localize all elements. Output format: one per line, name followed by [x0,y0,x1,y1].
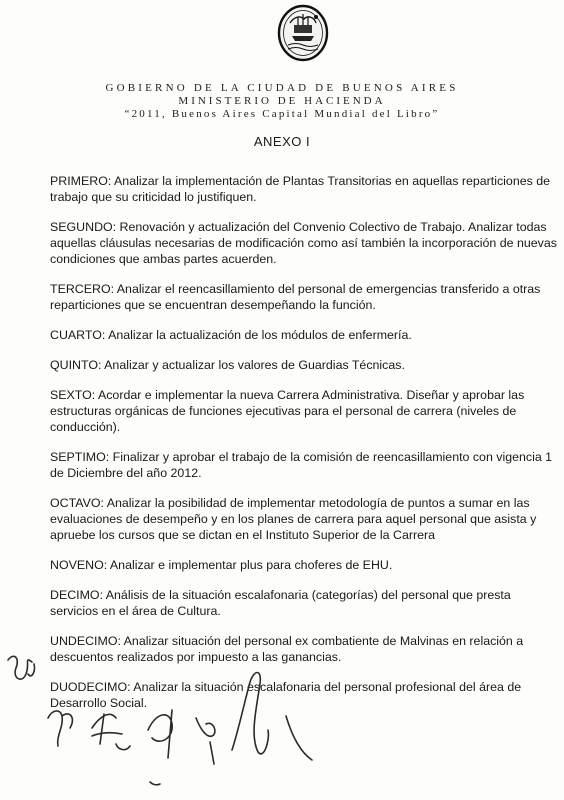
clause-item [50,587,562,619]
clause-text: Renovación y actualización del Convenio Colectivo de Trabajo. Analizar todas aquellas cláusulas necesarias de modificación como así también la incorporación de nuevas condiciones que ambas partes acuerden. [50,220,557,266]
clause-text: Analizar y actualizar los valores de Guardias Técnicas. [101,358,405,372]
clause-label: OCTAVO: [50,496,104,510]
clause-text: Analizar e implementar plus para choferes de EHU. [107,558,393,572]
clause-text: Analizar la actualización de los módulos de enfermería. [105,328,412,342]
letterhead-motto: “2011, Buenos Aires Capital Mundial del Libro” [124,108,440,120]
clause-label: TERCERO: [50,282,115,296]
clause-label: SEPTIMO: [50,450,110,464]
clause-text: Analizar el reencasillamiento del personal de emergencias transferido a otras reparticiones que se encuentran desempeñando la función. [50,282,541,312]
clause-item [50,357,562,373]
clause-item [50,173,562,205]
clause-item [50,449,562,481]
clause-text: Análisis de la situación escalafonaria (categorías) del personal que presta servicios en el área de Cultura. [50,588,511,618]
clause-label: SEXTO: [50,388,96,402]
clause-text: Analizar la situación escalafonaria del personal profesional del área de Desarrollo Social. [50,680,522,710]
letterhead-ministry: MINISTERIO DE HACIENDA [178,95,386,107]
clause-item [50,219,562,267]
letterhead-government: GOBIERNO DE LA CIUDAD DE BUENOS AIRES [105,82,459,94]
clause-label: DECIMO: [50,588,104,602]
clause-label: QUINTO: [50,358,102,372]
handwritten-signatures-icon [0,640,564,800]
clause-text: Analizar situación del personal ex combatiente de Malvinas en relación a descuentos realizados por impuesto a las ganancias. [50,634,524,664]
clause-label: UNDECIMO: [50,634,121,648]
clause-text: Finalizar y aprobar el trabajo de la comisión de reencasillamiento con vigencia 1 de Diciembre del año 2012. [50,450,553,480]
clause-label: NOVENO: [50,558,108,572]
clause-label: CUARTO: [50,328,106,342]
clause-item [50,495,562,543]
city-coat-of-arms-icon [276,3,330,65]
clause-text: Analizar la implementación de Plantas Transitorias en aquellas reparticiones de trabajo que su criticidad lo justifiquen. [50,174,551,204]
clause-text: Acordar e implementar la nueva Carrera Administrativa. Diseñar y aprobar las estructuras orgánicas de funciones ejecutivas para el personal de carrera (niveles de conducción). [50,388,525,434]
clause-item [50,387,562,435]
clause-label: PRIMERO: [50,174,112,188]
clause-label: SEGUNDO: [50,220,117,234]
clause-text: Analizar la posibilidad de implementar metodología de puntos a sumar en las evaluaciones de desempeño y en los planes de carrera para aquel personal que asista y apruebe los cursos que se dictan en el Instituto Superior de la Carrera [50,496,537,542]
clause-item [50,557,562,573]
clause-item [50,327,562,343]
clause-label: DUODECIMO: [50,680,131,694]
page-title: ANEXO I [253,134,311,149]
clause-item [50,281,562,313]
